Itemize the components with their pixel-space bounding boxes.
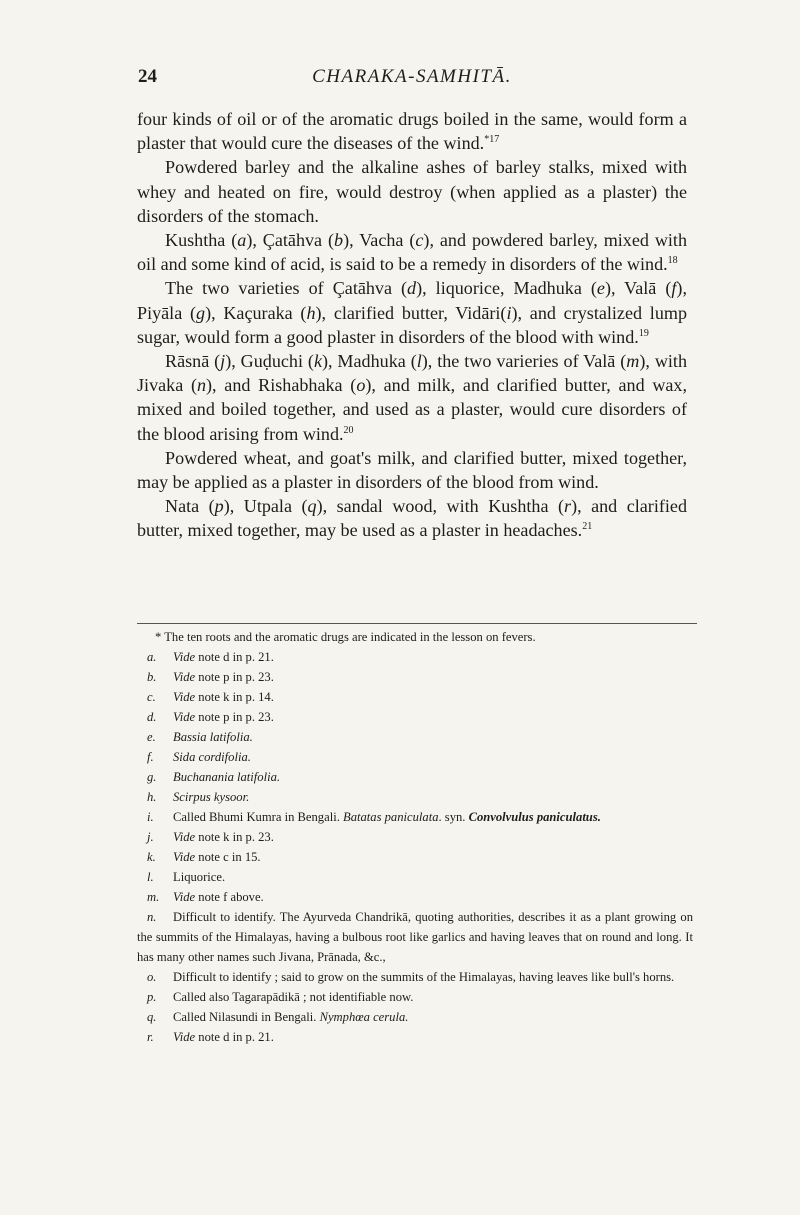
footnote-italic: Nymphœa cerula.: [319, 1010, 409, 1024]
paragraph: [137, 494, 687, 542]
footnote-ref: 20: [343, 424, 354, 436]
main-text: [137, 107, 687, 543]
footnote-label: i.: [147, 810, 154, 824]
text: ), clarified butter, Vidāri(: [315, 302, 507, 323]
footnote-label: a.: [147, 650, 157, 664]
footnote-b: [137, 667, 693, 687]
note-letter: q: [307, 496, 317, 517]
footnote-text: note p in p. 23.: [195, 710, 274, 724]
paragraph: [137, 276, 687, 349]
footnote-text: note f above.: [195, 890, 264, 904]
footnote-label: q.: [147, 1010, 157, 1024]
text: ), and milk, and clarified butter, and wax, mixed and boiled together, and used as a plaster, would cure disorders of the blood arising from wind.: [137, 375, 688, 444]
note-letter: a: [237, 230, 247, 251]
note-letter: b: [334, 230, 344, 251]
footnote-italic: Convolvulus paniculatus.: [468, 810, 601, 824]
footnote-c: [137, 687, 693, 707]
text: ), Madhuka (: [321, 351, 417, 372]
footnote-ref: 21: [582, 521, 593, 533]
footnotes: [137, 627, 693, 1047]
vide: Vide: [173, 850, 196, 864]
footnote-label: b.: [147, 670, 157, 684]
footnote-text: note k in p. 14.: [195, 690, 274, 704]
footnote-h: [137, 787, 693, 807]
text: ), and powdered barley, mixed with oil and some kind of acid, is said to be a remedy in disorders of the wind.: [137, 230, 688, 275]
page-number: 24: [138, 66, 157, 87]
footnote-text: . syn.: [438, 810, 469, 824]
paragraph-text: Powdered wheat, and goat's milk, and clarified butter, mixed together, may be applied as a plaster in disorders of the blood from wind.: [137, 447, 687, 493]
footnote-label: r.: [147, 1030, 154, 1044]
text: ), and Rishabhaka (: [206, 375, 357, 396]
footnote-label: j.: [147, 830, 154, 844]
footnote-text: Liquorice.: [173, 870, 226, 884]
footnote-o: [137, 967, 693, 987]
footnote-q: [137, 1007, 693, 1027]
footnote-text: note d in p. 21.: [195, 650, 274, 664]
note-letter: k: [313, 351, 322, 372]
note-letter: m: [626, 351, 640, 372]
note-letter: d: [407, 278, 417, 299]
text: Rāsnā (: [165, 351, 221, 372]
note-letter: g: [196, 302, 206, 323]
text: ), Vacha (: [343, 230, 416, 251]
vide: Vide: [173, 650, 196, 664]
vide: Vide: [173, 670, 196, 684]
running-title: CHARAKA-SAMHITĀ.: [312, 66, 512, 87]
text: ), Çatāhva (: [246, 230, 335, 251]
footnote-ref: *17: [484, 134, 500, 146]
paragraph: [137, 228, 687, 276]
note-letter: i: [506, 302, 512, 323]
footnote-text: Called Nilasundi in Bengali.: [173, 1010, 320, 1024]
footnote-text: Scirpus kysoor.: [173, 790, 250, 804]
note-letter: c: [415, 230, 424, 251]
footnote-label: p.: [147, 990, 157, 1004]
note-letter: e: [596, 278, 605, 299]
paragraph: [137, 349, 687, 446]
footnote-star: * The ten roots and the aromatic drugs are indicated in the lesson on fevers.: [155, 630, 536, 644]
text: Nata (: [165, 496, 215, 517]
footnote-label: o.: [147, 970, 157, 984]
note-letter: f: [671, 278, 677, 299]
note-letter: n: [196, 375, 207, 396]
footnote-j: [137, 827, 693, 847]
footnote-i: [137, 807, 693, 827]
note-letter: l: [416, 351, 422, 372]
vide: Vide: [173, 890, 196, 904]
footnote-ref: 18: [667, 255, 678, 267]
footnote-m: [137, 887, 693, 907]
text: ), Valā (: [604, 278, 672, 299]
footnote-text: Bassia latifolia.: [173, 730, 253, 744]
text: Kushtha (: [165, 230, 238, 251]
text: ), and crystalized lump sugar, would form a good plaster in disorders of the blood with wind.: [137, 302, 687, 347]
footnote-label: e.: [147, 730, 156, 744]
footnote-text: note k in p. 23.: [195, 830, 274, 844]
paragraph: [137, 107, 687, 155]
text: ), liquorice, Madhuka (: [416, 278, 597, 299]
footnote-label: d.: [147, 710, 157, 724]
footnote-text: Buchanania latifolia.: [173, 770, 281, 784]
text: ), and clarified butter, mixed together, may be used as a plaster in headaches.: [137, 496, 687, 541]
footnote-p: [137, 987, 693, 1007]
footnote-n: [137, 907, 693, 967]
footnote-r: [137, 1027, 693, 1047]
paragraph: [137, 155, 687, 228]
footnote-text: Difficult to identify. The Ayurveda Chandrikā, quoting authorities, describes it as a plant growing on the summits of the Himalayas, having a bulbous root like garlics and having leaves that on round and long. It has many other names such Jivana, Prānada, &c.,: [137, 910, 693, 964]
text: ), Piyāla (: [137, 278, 687, 323]
footnote-e: [137, 727, 693, 747]
note-letter: h: [306, 302, 316, 323]
footnote-l: [137, 867, 693, 887]
footnote-italic: Batatas paniculata: [343, 810, 439, 824]
footnote-d: [137, 707, 693, 727]
footnote-g: [137, 767, 693, 787]
footnote-a: [137, 647, 693, 667]
footnote-text: Sida cordifolia.: [173, 750, 251, 764]
footnote-label: h.: [147, 790, 157, 804]
footnote-label: g.: [147, 770, 157, 784]
text: ), Utpala (: [223, 496, 308, 517]
footnote-text: Called Bhumi Kumra in Bengali.: [173, 810, 343, 824]
paragraph-text: four kinds of oil or of the aromatic drugs boiled in the same, would form a plaster that would cure the diseases of the wind.: [137, 109, 687, 154]
vide: Vide: [173, 830, 196, 844]
footnote-f: [137, 747, 693, 767]
footnote-divider: [137, 623, 697, 624]
paragraph-text: Powdered barley and the alkaline ashes of barley stalks, mixed with whey and heated on fire, would destroy (when applied as a plaster) the disorders of the stomach.: [137, 157, 687, 226]
paragraph: [137, 446, 687, 494]
footnote-label: c.: [147, 690, 156, 704]
footnote-ref: 19: [638, 327, 649, 339]
note-letter: o: [356, 375, 366, 396]
note-letter: j: [220, 351, 226, 372]
footnote-label: l.: [147, 870, 154, 884]
footnote-text: Called also Tagarapādikā ; not identifiable now.: [173, 990, 414, 1004]
footnote-text: note p in p. 23.: [195, 670, 274, 684]
vide: Vide: [173, 690, 196, 704]
text: ), Guḍuchi (: [225, 351, 314, 372]
footnote-label: f.: [147, 750, 154, 764]
footnote-k: [137, 847, 693, 867]
text: ), Kaçuraka (: [205, 302, 307, 323]
footnote-text: note d in p. 21.: [195, 1030, 274, 1044]
text: ), sandal wood, with Kushtha (: [316, 496, 565, 517]
footnote-text: Difficult to identify ; said to grow on the summits of the Himalayas, having leaves like bull's horns.: [173, 970, 675, 984]
vide: Vide: [173, 710, 196, 724]
text: The two varieties of Çatāhva (: [165, 278, 408, 299]
footnote-label: k.: [147, 850, 156, 864]
note-letter: r: [564, 496, 572, 517]
text: ), with Jivaka (: [137, 351, 687, 396]
text: ), the two varieries of Valā (: [421, 351, 627, 372]
note-letter: p: [214, 496, 224, 517]
footnote-label: n.: [147, 910, 157, 924]
footnote-text: note c in 15.: [195, 850, 261, 864]
vide: Vide: [173, 1030, 196, 1044]
footnote-label: m.: [147, 890, 160, 904]
page-header: [138, 66, 686, 96]
